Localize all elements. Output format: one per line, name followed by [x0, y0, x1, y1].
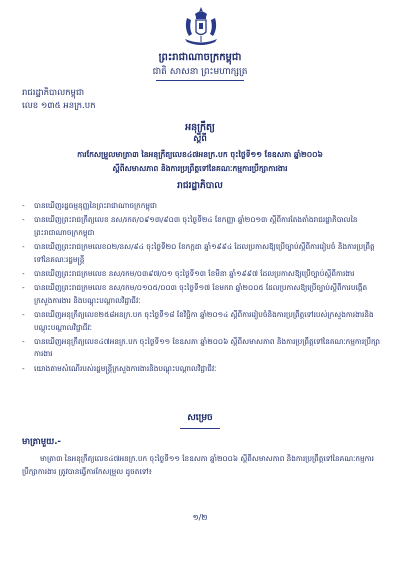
- consideration-text: បានឃើញអនុក្រឹត្យលេខ៤៧អនក្រ.បក ចុះថ្ងៃទី១១ ខែឧសភា ឆ្នាំ២០០៦ ស្ដីពីសមាសភាព និងការប្រព្រឹត្តទៅនៃគណៈកម្មការប្រឹក្សាការងារ: [34, 337, 380, 359]
- authority-heading: រាជរដ្ឋាភិបាល: [177, 181, 223, 191]
- document-type: អនុក្រឹត្យ: [185, 122, 215, 133]
- bullet: -: [22, 269, 25, 279]
- issuer-name: រាជរដ្ឋាភិបាលកម្ពុជា: [22, 88, 85, 98]
- motto-divider: [156, 80, 244, 81]
- bullet: -: [22, 283, 25, 293]
- list-item: [22, 282, 382, 307]
- list-item: [22, 268, 382, 280]
- article-one-label: មាត្រាមួយ.-: [22, 437, 61, 447]
- list-item: [22, 200, 382, 212]
- bullet: -: [22, 201, 25, 210]
- bullet: -: [22, 310, 25, 320]
- bullet: -: [22, 363, 25, 373]
- decree-number: លេខ ១៣៥ អនក្រ.បក: [22, 101, 96, 111]
- document-subject: [0, 148, 400, 176]
- page-number: ១/២: [192, 513, 208, 522]
- national-motto: ជាតិ សាសនា ព្រះមហាក្សត្រ: [152, 67, 248, 77]
- document-about: ស្ដីពី: [193, 134, 207, 144]
- decision-heading: សម្រេច: [187, 413, 213, 423]
- bullet: -: [22, 215, 25, 225]
- consideration-text: បានឃើញអនុក្រឹត្យលេខ២៥៨អនក្រ.បក ចុះថ្ងៃទី១៨ ខែវិច្ឆិកា ឆ្នាំ២០១៤ ស្ដីពីការរៀបចំនិងការប្រព្រឹត្តទៅរបស់ក្រសួងការងារនិងបណ្ដុះបណ្ដាលវិជ្ជាជីវៈ: [34, 310, 374, 332]
- list-item: [22, 241, 382, 266]
- kingdom-title: ព្រះរាជាណាចក្រកម្ពុជា: [158, 52, 242, 63]
- bullet: -: [22, 337, 25, 347]
- considerations-list: [22, 200, 382, 377]
- list-item: [22, 214, 382, 239]
- royal-coat-of-arms-icon: [181, 6, 221, 48]
- bullet: -: [22, 242, 25, 252]
- consideration-text: បានឃើញព្រះរាជក្រមលេខ នស/រកម/០៣៩៧/០១ ចុះថ្ងៃទី១៣ ខែមីនា ឆ្នាំ១៩៩៧ ដែលប្រកាសឱ្យប្រើច្បាប់ស្ដីពីការងារ: [34, 269, 355, 279]
- consideration-text: យោងតាមសំណើរបស់រដ្ឋមន្ត្រីក្រសួងការងារនិងបណ្ដុះបណ្ដាលវិជ្ជាជីវៈ: [34, 363, 217, 373]
- consideration-text: បានឃើញព្រះរាជក្រឹត្យលេខ នស/រកត/០៩១៣/៩០៣ ចុះថ្ងៃទី២៤ ខែកញ្ញា ឆ្នាំ២០១៣ ស្ដីពីការតែងតាំងរាជរដ្ឋាភិបាលនៃព្រះរាជាណាចក្រកម្ពុជា: [34, 215, 358, 237]
- article-one-text: មាត្រា៣ នៃអនុក្រឹត្យលេខ៤៧អនក្រ.បក ចុះថ្ងៃទី១១ ខែឧសភា ឆ្នាំ២០០៦ ស្ដីពីសមាសភាព និងការប្រព្រឹត្តទៅនៃគណៈកម្មការប្រឹក្សាការងារ ត្រូវបានធ្វើការកែសម្រួល ដូចតទៅ៖: [22, 454, 374, 476]
- subject-line-1: ការកែសម្រួលមាត្រា៣ នៃអនុក្រឹត្យលេខ៤៧អនក្រ.បក ចុះថ្ងៃទី១១ ខែឧសភា ឆ្នាំ២០០៦: [77, 150, 323, 159]
- list-item: [22, 309, 382, 334]
- list-item: [22, 336, 382, 361]
- consideration-text: បានឃើញរដ្ឋធម្មនុញ្ញនៃព្រះរាជាណាចក្រកម្ពុជា: [34, 201, 157, 210]
- list-item: [22, 363, 382, 375]
- consideration-text: បានឃើញព្រះរាជក្រមលេខ០២/នស/៩៤ ចុះថ្ងៃទី២០ ខែកក្កដា ឆ្នាំ១៩៩៤ ដែលប្រកាសឱ្យប្រើច្បាប់ស្ដីពីការរៀបចំ និងការប្រព្រឹត្តទៅនៃគណៈរដ្ឋមន្ត្រី: [34, 242, 375, 264]
- consideration-text: បានឃើញព្រះរាជក្រមលេខ នស/រកម/០១០៥/០០៣ ចុះថ្ងៃទី១៧ ខែមករា ឆ្នាំ២០០៥ ដែលប្រកាសឱ្យប្រើច្បាប់ស្ដីពីការបង្កើតក្រសួងការងារ និងបណ្ដុះបណ្ដាលវិជ្ជាជីវៈ: [34, 283, 368, 305]
- subject-line-2: ស្ដីពីសមាសភាព និងការប្រព្រឹត្តទៅនៃគណៈកម្មការប្រឹក្សាការងារ: [112, 164, 288, 173]
- decision-divider: [180, 428, 220, 429]
